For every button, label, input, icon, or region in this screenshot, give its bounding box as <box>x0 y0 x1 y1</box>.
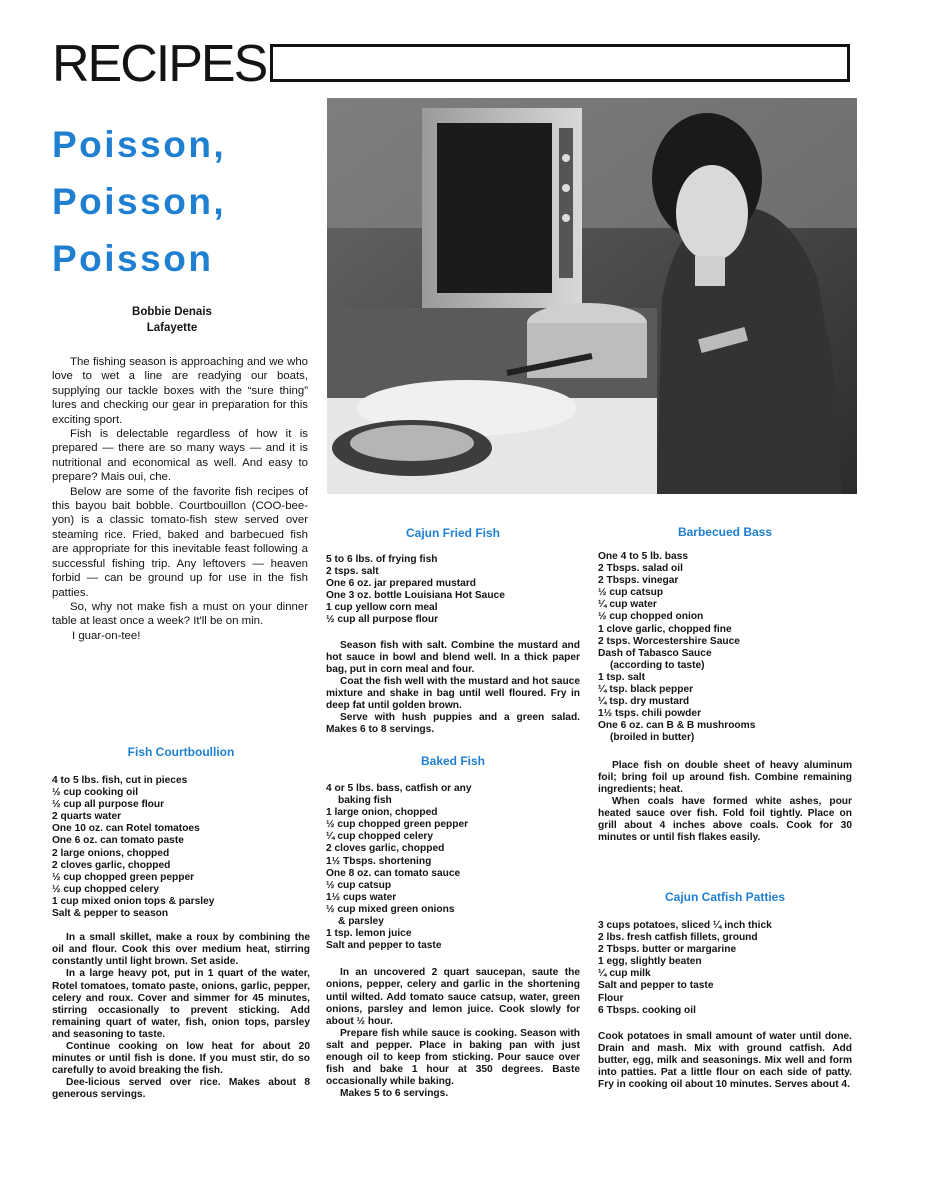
recipe-steps <box>598 1031 852 1091</box>
step: Season fish with salt. Combine the mustard and hot sauce in bowl and blend well. In a thick paper bag, put in corn meal and four. <box>326 639 580 675</box>
ingredient: & parsley <box>338 916 384 928</box>
ingredient: 2 large onions, chopped <box>52 847 170 859</box>
ingredient: 3 cups potatoes, sliced ¼ inch thick <box>598 920 772 931</box>
recipe-steps <box>326 640 580 737</box>
ingredient-list <box>326 783 580 952</box>
ingredient: ¼ tsp. black pepper <box>598 684 694 696</box>
ingredient: ½ cup cooking oil <box>52 787 139 799</box>
ingredient: Flour <box>598 992 624 1004</box>
step: Prepare fish while sauce is cooking. Season with salt and pepper. Place in baking pan with just enough oil to keep from sticking. Pour sauce over fish and bake 1 hour at 350 degrees. Baste occasionally while baking. <box>326 1027 580 1088</box>
ingredient: ½ cup chopped celery <box>52 883 160 895</box>
ingredient: One 6 oz. can B & B mushrooms <box>598 720 756 732</box>
ingredient: Salt and pepper to taste <box>326 940 442 952</box>
intro-paragraph: The fishing season is approaching and we who love to wet a line are readying our boats, supplying our tackle boxes with the “sure thing” lures and checking our gear in preparation for this exciting sport. <box>52 356 308 426</box>
recipe-title: Fish Courtboullion <box>127 745 235 759</box>
intro-paragraph: So, why not make fish a must on your dinner table at least once a week? It'll be on min. <box>52 600 308 628</box>
ingredient: 2 cloves garlic, chopped <box>52 859 171 871</box>
ingredient: 2 Tbsps. salad oil <box>598 563 683 575</box>
recipe-steps <box>326 967 580 1100</box>
ingredient: ½ cup chopped green pepper <box>326 819 469 831</box>
ingredient: 2 Tbsps. vinegar <box>598 575 679 587</box>
ingredient: One 8 oz. can tomato sauce <box>326 867 461 879</box>
author-place: Lafayette <box>146 322 198 334</box>
intro-paragraph: Fish is delectable regardless of how it is prepared — there are so many ways — and it is nutritional and economical as well. And easy to prepare? Mais oui, che. <box>52 428 308 484</box>
ingredient: 6 Tbsps. cooking oil <box>598 1004 696 1016</box>
step: When coals have formed white ashes, pour heated sauce over fish. Fold foil tightly. Place on grill about 4 inches above coals. Cook for 30 minutes or until fish flakes easily. <box>598 795 852 844</box>
recipe-fried-fish <box>326 526 580 736</box>
ingredient: 1 egg, slightly beaten <box>598 956 702 968</box>
title-rule-box <box>270 44 850 82</box>
step: Cook potatoes in small amount of water until done. Drain and mash. Mix with ground catfish. Add butter, egg, milk and seasonings. Mix well and form into patties. Pat a little flour on each side of patty. Fry in cooking oil about 10 minutes. Serves about 4. <box>598 1030 852 1091</box>
ingredient: ¼ cup chopped celery <box>326 831 434 843</box>
ingredient: 1 cup mixed onion tops & parsley <box>52 895 215 907</box>
recipe-title: Cajun Catfish Patties <box>664 890 786 904</box>
ingredient: 2 cloves garlic, chopped <box>326 843 445 855</box>
recipe-barbecued-bass <box>598 525 852 844</box>
ingredient: 1½ Tbsps. shortening <box>326 855 432 867</box>
recipe-steps <box>598 760 852 845</box>
ingredient: 2 quarts water <box>52 811 122 823</box>
step: Continue cooking on low heat for about 20 minutes or until fish is done. If you must stir, do so carefully to avoid breaking the fish. <box>52 1040 310 1077</box>
step: In a large heavy pot, put in 1 quart of the water, Rotel tomatoes, tomato paste, onions, garlic, pepper, celery and roux. Cover and simmer for 45 minutes, stirring occasionally to prevent sticking. Add remaining quart of water, fish, onion tops, parsley and seasoning to taste. <box>52 968 310 1040</box>
ingredient: ½ cup catsup <box>326 879 392 891</box>
headline-line: Poisson <box>52 238 214 279</box>
intro-paragraph: I guar-on-tee! <box>72 629 141 642</box>
ingredient: 1 clove garlic, chopped fine <box>598 623 732 635</box>
ingredient-list <box>52 775 310 920</box>
ingredient: Salt & pepper to season <box>52 908 169 920</box>
headline <box>52 116 312 287</box>
step: Serve with hush puppies and a green salad. Makes 6 to 8 servings. <box>326 712 580 736</box>
ingredient: 4 to 5 lbs. fish, cut in pieces <box>52 775 188 786</box>
section-title: RECIPES <box>52 35 267 93</box>
ingredient: ½ cup all purpose flour <box>326 614 439 626</box>
step: Dee-licious served over rice. Makes about 8 generous servings. <box>52 1077 310 1101</box>
ingredient: ¼ tsp. dry mustard <box>598 696 690 708</box>
ingredient-list <box>598 551 852 745</box>
step: Place fish on double sheet of heavy aluminum foil; bring foil up around fish. Combine remaining ingredients; heat. <box>598 759 852 795</box>
recipe-title: Cajun Fried Fish <box>405 526 500 540</box>
ingredient: One 6 oz. jar prepared mustard <box>326 578 477 590</box>
ingredient: 5 to 6 lbs. of frying fish <box>326 554 438 565</box>
ingredient: 1 large onion, chopped <box>326 807 438 819</box>
ingredient: 4 or 5 lbs. bass, catfish or any <box>326 783 472 794</box>
ingredient: ½ cup catsup <box>598 587 664 599</box>
ingredient-list <box>598 920 852 1017</box>
step: Makes 5 to 6 servings. <box>340 1088 449 1100</box>
recipe-catfish-patties <box>598 890 852 1091</box>
ingredient: Salt and pepper to taste <box>598 980 714 992</box>
ingredient: (according to taste) <box>610 659 705 671</box>
recipe-title: Baked Fish <box>420 754 486 768</box>
recipe-steps <box>52 932 310 1101</box>
ingredient: 2 Tbsps. butter or margarine <box>598 944 737 956</box>
cook-photo <box>327 98 857 494</box>
ingredient: ½ cup chopped onion <box>598 611 704 623</box>
ingredient: 1½ tsps. chili powder <box>598 708 702 720</box>
ingredient: One 10 oz. can Rotel tomatoes <box>52 823 200 835</box>
ingredient: 1 cup yellow corn meal <box>326 602 438 614</box>
headline-line: Poisson, <box>52 181 227 222</box>
ingredient: 2 lbs. fresh catfish fillets, ground <box>598 932 758 944</box>
ingredient: ¼ cup water <box>598 599 657 611</box>
ingredient: (broiled in butter) <box>610 732 695 744</box>
ingredient: Dash of Tabasco Sauce <box>598 647 712 659</box>
ingredient: ½ cup mixed green onions <box>326 903 455 915</box>
ingredient: One 6 oz. can tomato paste <box>52 835 184 847</box>
recipe-courtbouillon <box>52 745 310 1101</box>
recipe-baked-fish <box>326 754 580 1100</box>
intro-text <box>52 355 308 643</box>
ingredient: 1 tsp. lemon juice <box>326 928 412 940</box>
ingredient: ½ cup chopped green pepper <box>52 871 195 883</box>
step: Coat the fish well with the mustard and hot sauce mixture and shake in bag until well floured. Fry in deep fat until golden brown. <box>326 675 580 712</box>
ingredient: One 3 oz. bottle Louisiana Hot Sauce <box>326 590 505 602</box>
ingredient: baking fish <box>338 795 392 807</box>
intro-paragraph: Below are some of the favorite fish recipes of this bayou bait bobble. Courtbouillon (COO-bee-yon) is a classic tomato-fish stew served over steaming rice. Fried, baked and barbecued fish are appropriate for this inevitable feast following a successful fishing trip. Any leftovers — heaven forbid — can be ground up for use in the fish patties. <box>52 485 308 599</box>
kitchen-photo-image <box>327 98 857 494</box>
ingredient: One 4 to 5 lb. bass <box>598 551 689 562</box>
ingredient: ¼ cup milk <box>598 968 651 980</box>
recipe-title: Barbecued Bass <box>677 525 773 539</box>
ingredient: 2 tsps. Worcestershire Sauce <box>598 635 740 647</box>
ingredient: 1½ cups water <box>326 891 397 903</box>
author-name: Bobbie Denais <box>132 306 212 318</box>
ingredient: 1 tsp. salt <box>598 671 645 683</box>
ingredient: ½ cup all purpose flour <box>52 799 165 811</box>
ingredient: 2 tsps. salt <box>326 566 379 578</box>
step: In a small skillet, make a roux by combining the oil and flour. Cook this over medium heat, stirring constantly until light brown. Set aside. <box>52 932 310 968</box>
headline-line: Poisson, <box>52 124 227 165</box>
step: In an uncovered 2 quart saucepan, saute the onions, pepper, celery and garlic in the shortening until wilted. Add tomato sauce catsup, water, green onions, parsley and lemon juice. Cook slowly for about ½ hour. <box>326 967 580 1027</box>
ingredient-list <box>326 554 580 627</box>
byline <box>52 304 292 336</box>
